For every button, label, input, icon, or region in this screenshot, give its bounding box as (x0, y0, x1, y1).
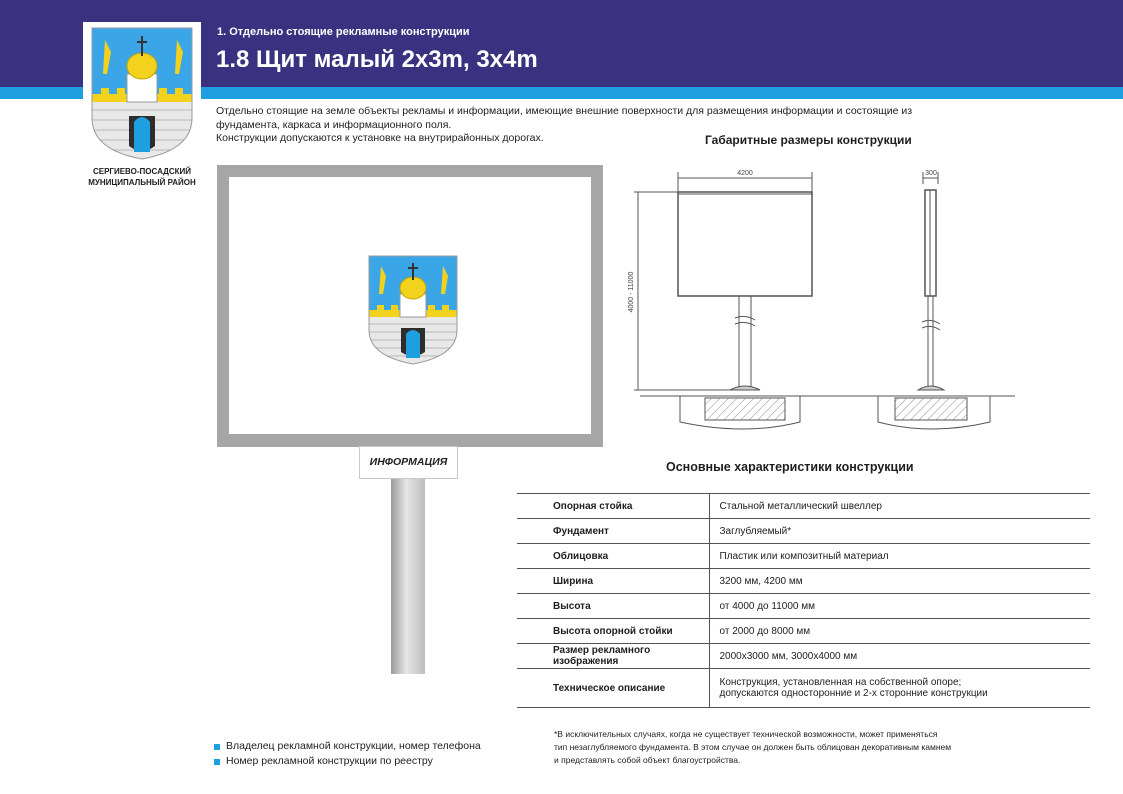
legend (214, 739, 481, 769)
legend-item (214, 754, 481, 769)
spec-value: 2000х3000 мм, 3000х4000 мм (709, 644, 1090, 669)
intro-line: Отдельно стоящие на земле объекты рекламы и информации, имеющие внешние поверхности для размещения информации и состоящие из (216, 105, 913, 117)
dimensions-title: Габаритные размеры конструкции (705, 133, 912, 147)
spec-key: Размер рекламного изображения (517, 644, 709, 669)
district-line-1: СЕРГИЕВО-ПОСАДСКИЙ (92, 167, 192, 176)
spec-value: Заглубляемый* (709, 519, 1090, 544)
spec-key: Облицовка (517, 544, 709, 569)
intro-line: фундамента, каркаса и информационного поля. (216, 118, 452, 131)
spec-value: 3200 мм, 4200 мм (709, 569, 1090, 594)
table-row (517, 519, 1090, 544)
coat-of-arms-logo (83, 22, 201, 165)
table-row (517, 569, 1090, 594)
info-plate: ИНФОРМАЦИЯ (359, 446, 458, 479)
footnote (554, 728, 1024, 767)
spec-key: Опорная стойка (517, 494, 709, 519)
billboard-illustration (217, 165, 603, 447)
table-row (517, 669, 1090, 708)
legend-item (214, 739, 481, 754)
page-title: 1.8 Щит малый 2х3m, 3х4m (216, 46, 538, 73)
spec-value (709, 669, 1090, 708)
blue-square-icon (214, 759, 220, 765)
footnote-line: тип незаглубляемого фундамента. В этом случае он должен быть облицован декоративным камнем (554, 742, 952, 752)
section-label: 1. Отдельно стоящие рекламные конструкции (217, 26, 470, 38)
spec-key: Фундамент (517, 519, 709, 544)
intro-line: Конструкции допускаются к установке на внутрирайонных дорогах. (216, 132, 544, 144)
spec-value-line: Конструкция, установленная на собственной опоре; (719, 677, 962, 688)
spec-value-line: допускаются односторонние и 2-х сторонние конструкции (719, 688, 988, 699)
dimension-drawing (620, 150, 1030, 455)
district-name (74, 166, 210, 188)
table-row (517, 594, 1090, 619)
billboard-pole (391, 479, 425, 674)
district-line-2: МУНИЦИПАЛЬНЫЙ РАЙОН (88, 178, 196, 187)
legend-label: Номер рекламной конструкции по реестру (226, 755, 433, 767)
spec-key: Ширина (517, 569, 709, 594)
billboard-panel (229, 177, 591, 434)
spec-key: Высота (517, 594, 709, 619)
coat-of-arms-icon (83, 22, 201, 165)
blue-square-icon (214, 744, 220, 750)
legend-label: Владелец рекламной конструкции, номер телефона (226, 740, 481, 752)
table-row (517, 644, 1090, 669)
height-dimension-label: 4000 - 11000 (628, 271, 635, 313)
specs-table (517, 493, 1090, 708)
table-row (517, 494, 1090, 519)
spec-value: от 2000 до 8000 мм (709, 619, 1090, 644)
footnote-line: *В исключительных случаях, когда не существует технической возможности, может применяться (554, 729, 938, 739)
spec-value: от 4000 до 11000 мм (709, 594, 1090, 619)
footnote-line: и представлять собой объект благоустройства. (554, 755, 741, 765)
spec-key: Высота опорной стойки (517, 619, 709, 644)
spec-key: Техническое описание (517, 669, 709, 708)
spec-value: Стальной металлический швеллер (709, 494, 1090, 519)
width-dimension-label: 4200 (737, 170, 753, 177)
specs-title: Основные характеристики конструкции (666, 460, 914, 474)
table-row (517, 619, 1090, 644)
table-row (517, 544, 1090, 569)
coat-of-arms-icon (363, 252, 463, 366)
depth-dimension-label: 300 (925, 170, 937, 177)
spec-value: Пластик или композитный материал (709, 544, 1090, 569)
